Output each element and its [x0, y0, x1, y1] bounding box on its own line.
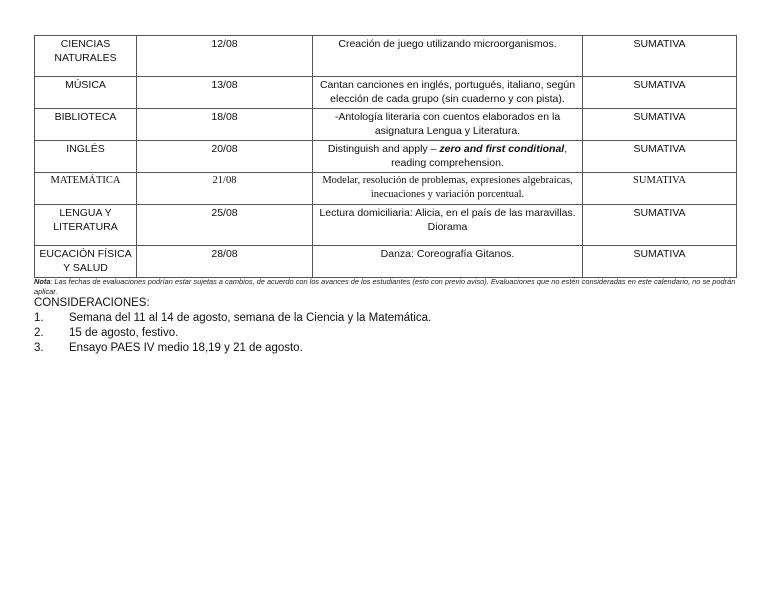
activity-cell — [313, 141, 583, 173]
list-item-number: 1. — [34, 312, 44, 324]
type-cell: SUMATIVA — [583, 205, 737, 246]
list-item-number: 3. — [34, 342, 44, 354]
table-row — [35, 109, 737, 141]
note-text: : Las fechas de evaluaciones podrían estar sujetas a cambios, de acuerdo con los avances de los estudiantes (esto con previo aviso). Evaluaciones que no estén consideradas en este calendario, no se podrán aplicar. — [34, 277, 736, 296]
type-cell: SUMATIVA — [583, 141, 737, 173]
activity-cell: Modelar, resolución de problemas, expresiones algebraicas, inecuaciones y variación porcentual. — [313, 173, 583, 205]
list-item — [34, 311, 431, 326]
date-cell: 18/08 — [137, 109, 313, 141]
list-item-text: 15 de agosto, festivo. — [69, 327, 179, 339]
subject-cell: LENGUA Y LITERATURA — [35, 205, 137, 246]
list-item — [34, 326, 431, 341]
subject-cell: INGLÉS — [35, 141, 137, 173]
activity-cell: Danza: Coreografía Gitanos. — [313, 246, 583, 278]
considerations-section — [34, 296, 431, 356]
considerations-title: CONSIDERACIONES: — [34, 297, 150, 309]
date-cell: 20/08 — [137, 141, 313, 173]
subject-cell: CIENCIAS NATURALES — [35, 36, 137, 77]
activity-cell: Creación de juego utilizando microorganismos. — [313, 36, 583, 77]
table-row — [35, 141, 737, 173]
note-label: Nota — [34, 277, 51, 286]
list-item — [34, 341, 431, 356]
activity-emphasis: zero and first conditional — [439, 143, 565, 155]
table-row — [35, 173, 737, 205]
table-row — [35, 205, 737, 246]
date-cell: 25/08 — [137, 205, 313, 246]
table-row — [35, 36, 737, 77]
date-cell: 12/08 — [137, 36, 313, 77]
subject-cell: EUCACIÓN FÍSICA Y SALUD — [35, 246, 137, 278]
subject-cell: MATEMÁTICA — [35, 173, 137, 205]
type-cell: SUMATIVA — [583, 109, 737, 141]
list-item-text: Semana del 11 al 14 de agosto, semana de la Ciencia y la Matemática. — [69, 312, 432, 324]
activity-cell: Lectura domiciliaria: Alicia, en el país de las maravillas. Diorama — [313, 205, 583, 246]
list-item-text: Ensayo PAES IV medio 18,19 y 21 de agosto. — [69, 342, 303, 354]
activity-cell: Cantan canciones en inglés, portugués, italiano, según elección de cada grupo (sin cuaderno y con pista). — [313, 77, 583, 109]
activity-cell: -Antología literaria con cuentos elaborados en la asignatura Lengua y Literatura. — [313, 109, 583, 141]
subject-cell: BIBLIOTECA — [35, 109, 137, 141]
evaluation-schedule-table — [34, 35, 737, 278]
date-cell: 28/08 — [137, 246, 313, 278]
date-cell: 13/08 — [137, 77, 313, 109]
schedule-note — [34, 277, 739, 297]
table-row — [35, 77, 737, 109]
type-cell: SUMATIVA — [583, 36, 737, 77]
type-cell: SUMATIVA — [583, 173, 737, 205]
list-item-number: 2. — [34, 327, 44, 339]
table-row — [35, 246, 737, 278]
subject-cell: MÚSICA — [35, 77, 137, 109]
type-cell: SUMATIVA — [583, 246, 737, 278]
type-cell: SUMATIVA — [583, 77, 737, 109]
activity-text: Distinguish and apply – — [327, 143, 440, 155]
date-cell: 21/08 — [137, 173, 313, 205]
activity-text: , reading comprehension. — [391, 143, 568, 169]
